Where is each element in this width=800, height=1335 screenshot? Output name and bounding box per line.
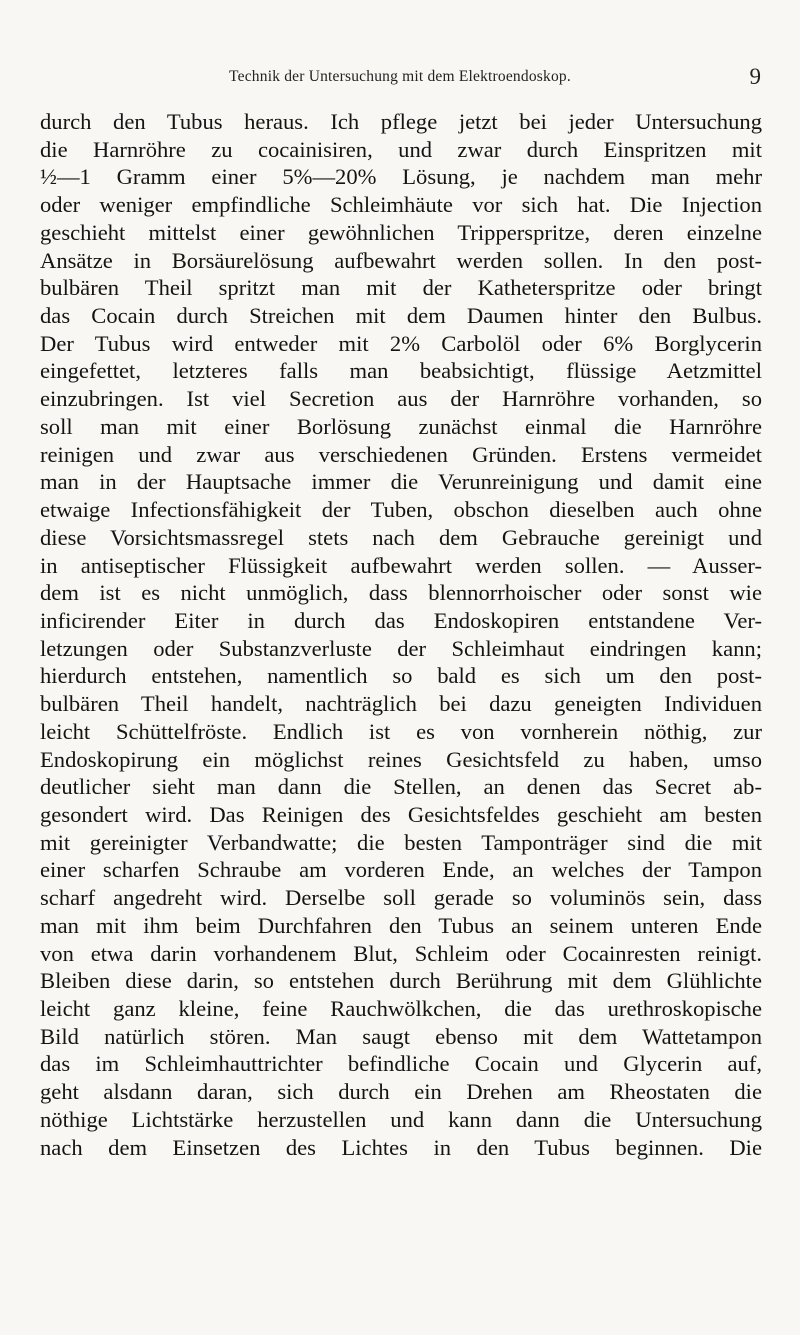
text-line: in antiseptischer Flüssigkeit aufbewahrt werden sollen. — Ausser- (40, 552, 762, 578)
text-line: eingefettet, letzteres falls man beabsichtigt, flüssige Aetzmittel (40, 358, 762, 384)
text-line: oder weniger empfindliche Schleimhäute vor sich hat. Die Injection (40, 192, 762, 218)
text-line: gesondert wird. Das Reinigen des Gesichtsfeldes geschieht am besten (40, 801, 762, 827)
text-line: scharf angedreht wird. Derselbe soll gerade so voluminös sein, dass (40, 885, 762, 911)
text-line: soll man mit einer Borlösung zunächst einmal die Harnröhre (40, 413, 762, 439)
text-line: Bild natürlich stören. Man saugt ebenso mit dem Wattetampon (40, 1023, 762, 1049)
text-line: etwaige Infectionsfähigkeit der Tuben, obschon dieselben auch ohne (40, 497, 762, 523)
text-line: von etwa darin vorhandenem Blut, Schleim oder Cocainresten reinigt. (40, 940, 762, 966)
text-line: das Cocain durch Streichen mit dem Daumen hinter den Bulbus. (40, 303, 762, 329)
text-line: inficirender Eiter in durch das Endoskopiren entstandene Ver- (40, 607, 762, 633)
text-line: leicht ganz kleine, feine Rauchwölkchen, die das urethroskopische (40, 996, 762, 1021)
text-line: ½—1 Gramm einer 5%—20% Lösung, je nachdem man mehr (40, 164, 762, 190)
text-line: geht alsdann daran, sich durch ein Drehen am Rheostaten die (40, 1079, 762, 1105)
running-head (40, 66, 760, 90)
text-line: hierdurch entstehen, namentlich so bald es sich um den post- (40, 663, 762, 689)
text-line: diese Vorsichtsmassregel stets nach dem Gebrauche gereinigt und (40, 524, 762, 550)
text-line: bulbären Theil spritzt man mit der Katheterspritze oder bringt (40, 275, 762, 301)
text-line: nöthige Lichtstärke herzustellen und kann dann die Untersuchung (40, 1106, 762, 1132)
text-line: Endoskopirung ein möglichst reines Gesichtsfeld zu haben, umso (40, 746, 762, 772)
text-line: geschieht mittelst einer gewöhnlichen Tripperspritze, deren einzelne (40, 219, 762, 245)
text-line: man in der Hauptsache immer die Verunreinigung und damit eine (40, 469, 762, 495)
text-line: mit gereinigter Verbandwatte; die besten Tamponträger sind die mit (40, 829, 762, 855)
text-line: man mit ihm beim Durchfahren den Tubus an seinem unteren Ende (40, 912, 762, 938)
text-line: einer scharfen Schraube am vorderen Ende, an welches der Tampon (40, 857, 762, 883)
text-line: Bleiben diese darin, so entstehen durch Berührung mit dem Glühlichte (40, 968, 762, 994)
text-line: nach dem Einsetzen des Lichtes in den Tubus beginnen. Die (40, 1134, 762, 1160)
text-line: leicht Schüttelfröste. Endlich ist es von vornherein nöthig, zur (40, 718, 762, 744)
text-line: einzubringen. Ist viel Secretion aus der Harnröhre vorhanden, so (40, 386, 762, 412)
page-number: 9 (749, 64, 761, 89)
body-text (40, 108, 762, 1161)
text-line: reinigen und zwar aus verschiedenen Gründen. Erstens vermeidet (40, 441, 762, 467)
text-line: durch den Tubus heraus. Ich pflege jetzt bei jeder Untersuchung (40, 109, 762, 134)
text-line: die Harnröhre zu cocainisiren, und zwar durch Einspritzen mit (40, 136, 762, 162)
text-line: bulbären Theil handelt, nachträglich bei dazu geneigten Individuen (40, 691, 762, 717)
text-line: dem ist es nicht unmöglich, dass blennorrhoischer oder sonst wie (40, 580, 762, 606)
text-line: Ansätze in Borsäurelösung aufbewahrt werden sollen. In den post- (40, 247, 762, 273)
running-title: Technik der Untersuchung mit dem Elektroendoskop. (229, 68, 571, 85)
text-line: deutlicher sieht man dann die Stellen, an denen das Secret ab- (40, 774, 762, 800)
text-line: das im Schleimhauttrichter befindliche Cocain und Glycerin auf, (40, 1051, 762, 1077)
text-line: Der Tubus wird entweder mit 2% Carbolöl oder 6% Borglycerin (40, 330, 762, 356)
text-line: letzungen oder Substanzverluste der Schleimhaut eindringen kann; (40, 635, 762, 661)
